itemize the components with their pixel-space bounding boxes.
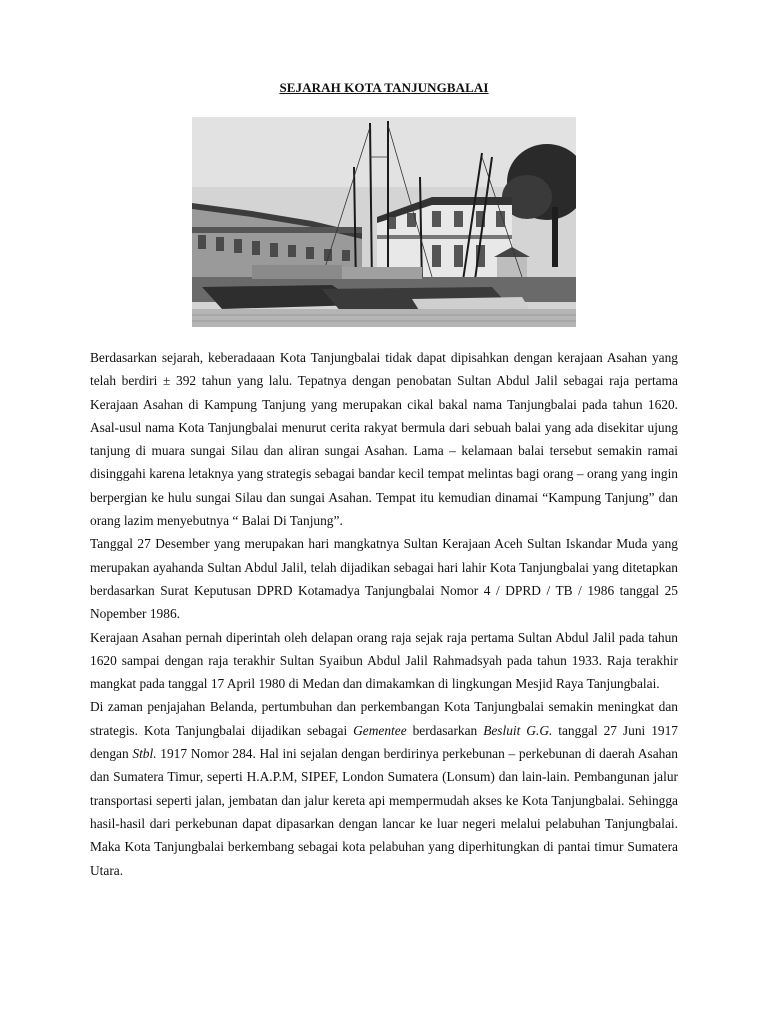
harbor-illustration — [192, 117, 576, 327]
paragraph-2 — [90, 532, 678, 625]
italic-term: Gementee — [353, 722, 407, 738]
italic-term: Besluit G.G. — [483, 722, 553, 738]
body-text — [90, 346, 678, 882]
page-title: SEJARAH KOTA TANJUNGBALAI — [279, 80, 489, 95]
text-run: berdasarkan — [406, 722, 484, 738]
text-run: Berdasarkan sejarah, keberadaaan Kota Tanjungbalai tidak dapat dipisahkan dengan kerajaan Asahan yang telah berdiri ± 392 tahun yang lalu. Tepatnya dengan penobatan Sultan Abdul Jalil sebagai raja pertama Kerajaan Asahan di Kampung Tanjung yang merupakan cikal bakal nama Tanjungbalai pada tahun 1620. Asal-usul nama Kota Tanjungbalai menurut cerita rakyat bermula dari sebuah balai yang ada disekitar ujung tanjung di muara sungai Silau dan aliran sungai Asahan. Lama – kelamaan balai tersebut semakin ramai disinggahi karena letaknya yang strategis sebagai bandar kecil tempat melintas bagi orang – orang yang ingin berpergian ke hulu sungai Silau dan sungai Asahan. Tempat itu kemudian dinamai “Kampung Tanjung” dan orang lazim menyebutnya “ Balai Di Tanjung”. — [90, 350, 678, 529]
text-run: Tanggal 27 Desember yang merupakan hari mangkatnya Sultan Kerajaan Aceh Sultan Iskandar Muda yang merupakan ayahanda Sultan Abdul Jalil, telah dijadikan sebagai hari lahir Kota Tanjungbalai yang ditetapkan berdasarkan Surat Keputusan DPRD Kotamadya Tanjungbalai Nomor 4 / DPRD / TB / 1986 tanggal 25 Nopember 1986. — [90, 536, 678, 622]
text-run: Kerajaan Asahan pernah diperintah oleh delapan orang raja sejak raja pertama Sultan Abdul Jalil pada tahun 1620 sampai dengan raja terakhir Sultan Syaibun Abdul Jalil Rahmadsyah pada tahun 1933. Raja terakhir mangkat pada tanggal 17 April 1980 di Medan dan dimakamkan di lingkungan Mesjid Raya Tanjungbalai. — [90, 629, 678, 692]
historic-harbor-photo — [192, 117, 576, 327]
text-run: tanggal 27 Juni 1917 dengan — [90, 722, 678, 762]
text-run: 1917 Nomor 284. Hal ini sejalan dengan berdirinya perkebunan – perkebunan di daerah Asahan dan Sumatera Timur, seperti H.A.P.M, SIPEF, London Sumatera (Lonsum) dan lain-lain. Pembangunan jalur transportasi seperti jalan, jembatan dan jalur kereta api mempermudah akses ke Kota Tanjungbalai. Sehingga hasil-hasil dari perkebunan dapat dipasarkan dengan lancar ke luar negeri melalui pelabuhan Tanjungbalai. Maka Kota Tanjungbalai berkembang sebagai kota pelabuhan yang diperhitungkan di pantai timur Sumatera Utara. — [90, 746, 678, 878]
text-run: Di zaman penjajahan Belanda, pertumbuhan dan perkembangan Kota Tanjungbalai semakin meningkat dan strategis. Kota Tanjungbalai dijadikan sebagai — [90, 699, 678, 738]
paragraph-3 — [90, 626, 678, 696]
paragraph-4 — [90, 695, 678, 881]
italic-term: Stbl. — [132, 746, 157, 762]
paragraph-1 — [90, 346, 678, 532]
